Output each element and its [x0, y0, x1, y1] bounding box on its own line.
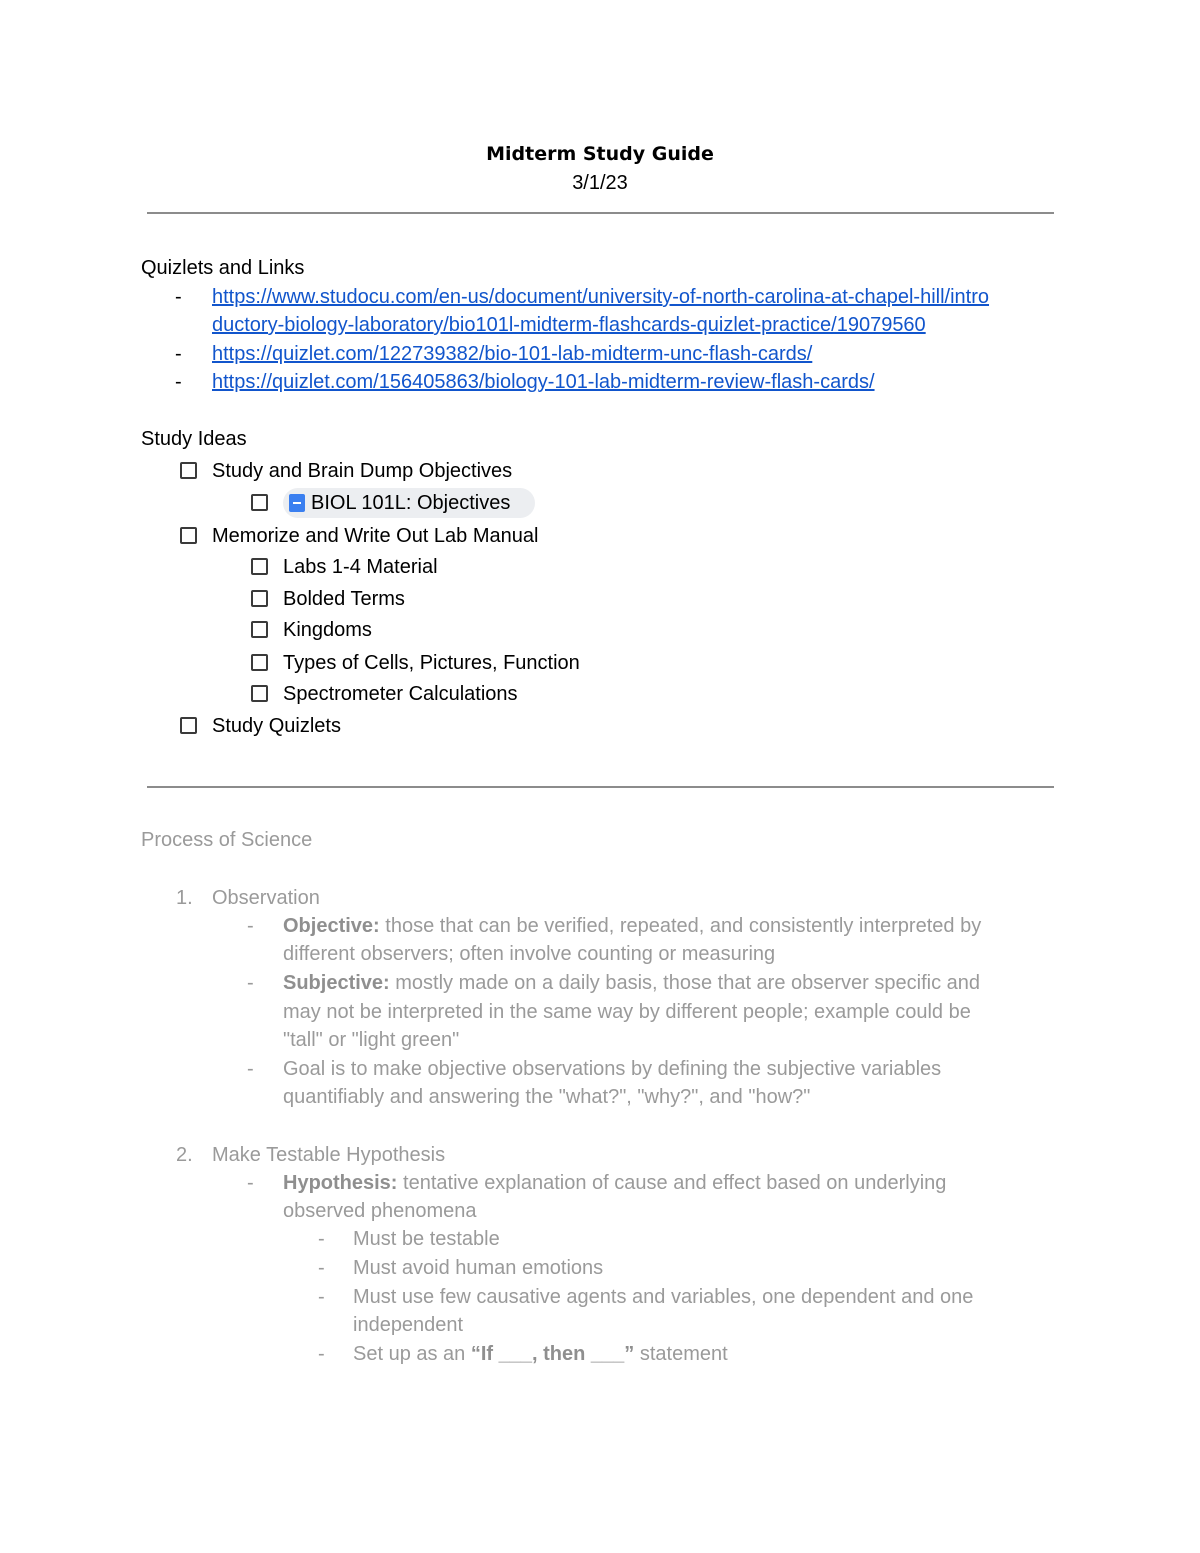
subjective-definition-continued: "tall" or "light green" [283, 1029, 460, 1051]
if-then-template: “If ___, then ___” [470, 1343, 635, 1365]
quizlet-link-2[interactable]: https://quizlet.com/156405863/biology-101-lab-midterm-review-flash-cards/ [212, 371, 875, 393]
term: Hypothesis: [283, 1172, 398, 1194]
horizontal-divider [147, 212, 1054, 214]
checklist-item-label: Kingdoms [283, 619, 372, 641]
objective-definition-continued: different observers; often involve counting or measuring [283, 943, 776, 965]
checklist-item-label: Labs 1-4 Material [283, 556, 438, 578]
document-date: 3/1/23 [572, 172, 628, 194]
studocu-link-continued[interactable]: ductory-biology-laboratory/bio101l-midterm-flashcards-quizlet-practice/19079560 [212, 314, 926, 336]
checkbox[interactable] [180, 527, 197, 544]
checklist-item-label: Types of Cells, Pictures, Function [283, 652, 580, 674]
sub-bullet: Must be testable [353, 1228, 500, 1250]
study-ideas-heading: Study Ideas [141, 428, 247, 450]
checkbox[interactable] [251, 685, 268, 702]
file-smart-chip[interactable] [283, 488, 535, 518]
checkbox[interactable] [251, 654, 268, 671]
bullet-dash: - [247, 1058, 254, 1080]
quizlet-link-1[interactable]: https://quizlet.com/122739382/bio-101-lab-midterm-unc-flash-cards/ [212, 343, 813, 365]
checklist-item-label: Bolded Terms [283, 588, 405, 610]
links-heading: Quizlets and Links [141, 257, 305, 279]
sub-bullet: Must use few causative agents and variables, one dependent and one [353, 1286, 974, 1308]
chip-label: BIOL 101L: Objectives [311, 492, 511, 514]
subjective-definition-continued: may not be interpreted in the same way by different people; example could be [283, 1001, 971, 1023]
checklist-item-label: Spectrometer Calculations [283, 683, 518, 705]
objective-definition: Objective: those that can be verified, repeated, and consistently interpreted by [283, 915, 982, 937]
list-number: 2. [176, 1144, 193, 1166]
checkbox[interactable] [251, 621, 268, 638]
checkbox[interactable] [180, 717, 197, 734]
subjective-definition: Subjective: mostly made on a daily basis, those that are observer specific and [283, 972, 981, 994]
sub-bullet: Set up as an “If ___, then ___” statement [353, 1343, 728, 1365]
checkbox[interactable] [180, 462, 197, 479]
hypothesis-definition-continued: observed phenomena [283, 1200, 477, 1222]
bullet-dash: - [175, 371, 182, 393]
checklist-item-label: Study Quizlets [212, 715, 341, 737]
document-title: Midterm Study Guide [486, 143, 714, 165]
bullet-dash: - [175, 286, 182, 308]
goal-text-continued: quantifiably and answering the "what?", "why?", and "how?" [283, 1086, 811, 1108]
bullet-dash: - [318, 1228, 325, 1250]
bullet-dash: - [247, 1172, 254, 1194]
document-icon [289, 494, 305, 512]
sub-bullet: Must avoid human emotions [353, 1257, 604, 1279]
bullet-dash: - [247, 915, 254, 937]
horizontal-divider [147, 786, 1054, 788]
checkbox[interactable] [251, 494, 268, 511]
sub-bullet-continued: independent [353, 1314, 464, 1336]
checkbox[interactable] [251, 558, 268, 575]
bullet-dash: - [247, 972, 254, 994]
step-observation: Observation [212, 887, 320, 909]
bullet-dash: - [318, 1343, 325, 1365]
bullet-dash: - [318, 1286, 325, 1308]
checklist-item-label: Memorize and Write Out Lab Manual [212, 525, 539, 547]
hypothesis-definition: Hypothesis: tentative explanation of cause and effect based on underlying [283, 1172, 947, 1194]
bullet-dash: - [318, 1257, 325, 1279]
process-heading: Process of Science [141, 829, 313, 851]
goal-text: Goal is to make objective observations by defining the subjective variables [283, 1058, 942, 1080]
studocu-link[interactable]: https://www.studocu.com/en-us/document/university-of-north-carolina-at-chapel-hill/intro [212, 286, 990, 308]
term: Subjective: [283, 972, 390, 994]
step-hypothesis: Make Testable Hypothesis [212, 1144, 446, 1166]
list-number: 1. [176, 887, 193, 909]
term: Objective: [283, 915, 380, 937]
checklist-item-label: Study and Brain Dump Objectives [212, 460, 513, 482]
bullet-dash: - [175, 343, 182, 365]
checkbox[interactable] [251, 590, 268, 607]
